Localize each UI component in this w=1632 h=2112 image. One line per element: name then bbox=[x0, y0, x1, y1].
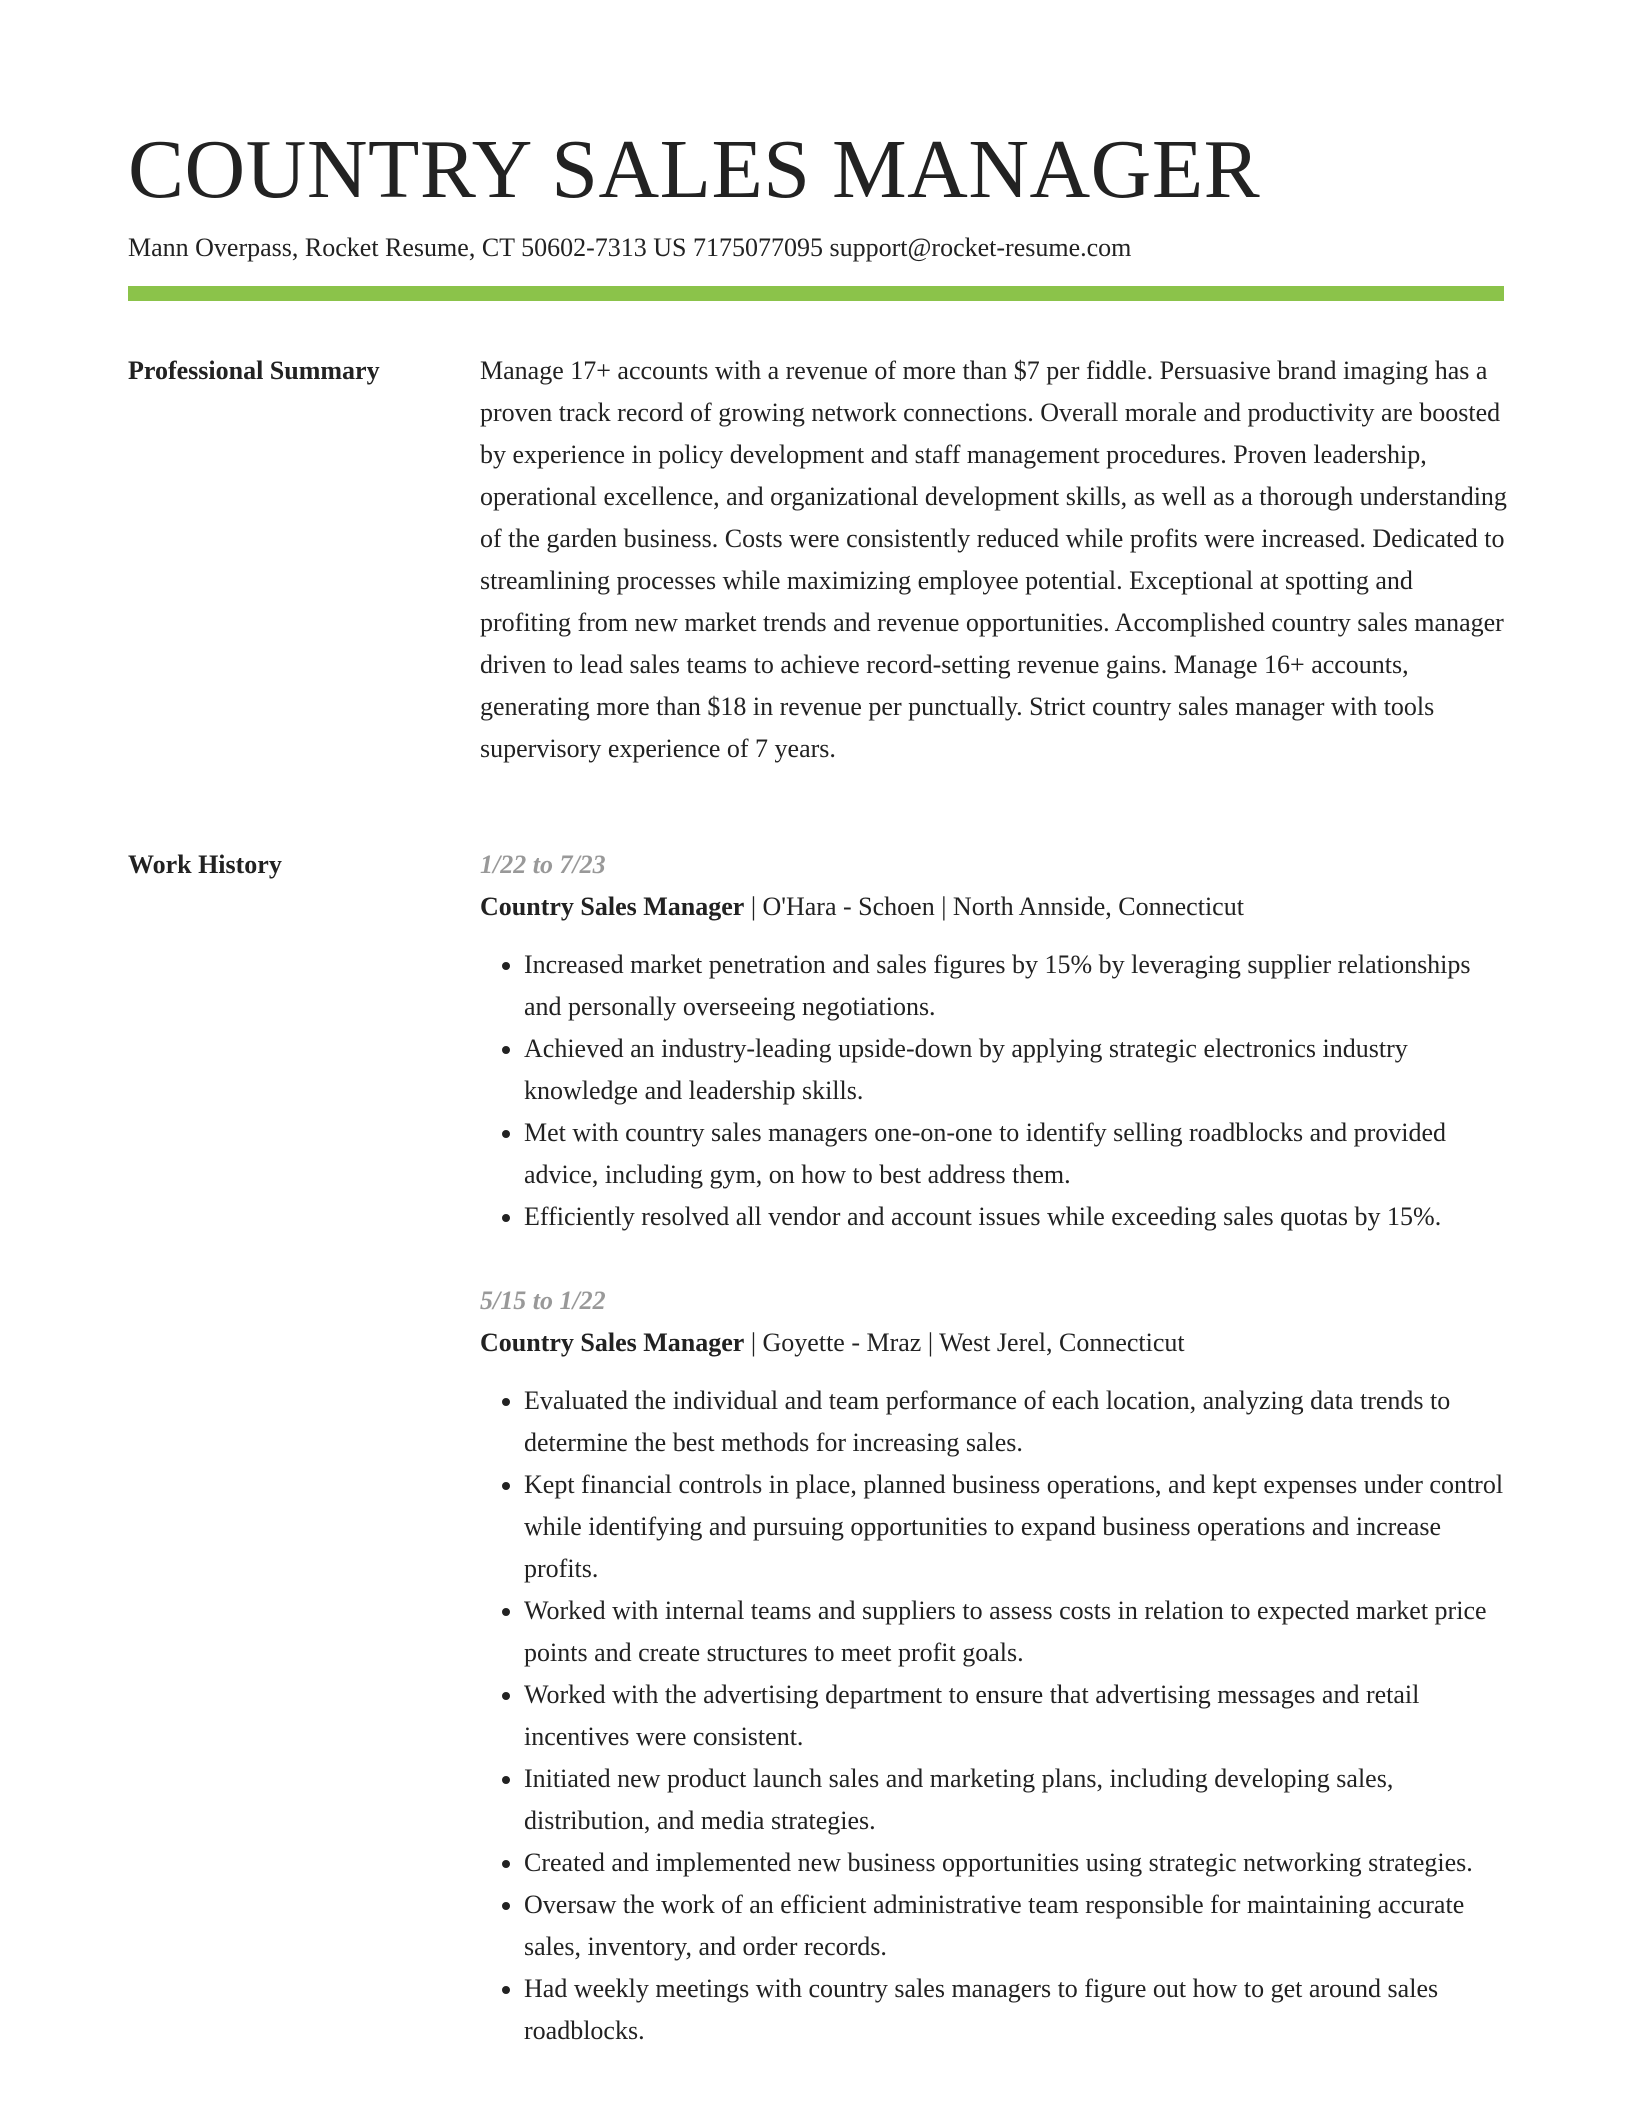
job-bullet-list bbox=[480, 1380, 1510, 2052]
job-bullet: • Worked with internal teams and suppliers to assess costs in relation to expected market price points and create structures to meet profit goals. bbox=[524, 1590, 1510, 1674]
job-bullet: • Met with country sales managers one-on-one to identify selling roadblocks and provided advice, including gym, on how to best address them. bbox=[524, 1112, 1510, 1196]
job-heading bbox=[480, 886, 1510, 928]
job-bullet: • Evaluated the individual and team performance of each location, analyzing data trends to determine the best methods for increasing sales. bbox=[524, 1380, 1510, 1464]
job-entry bbox=[480, 844, 1510, 1238]
work-history-section-label: Work History bbox=[128, 850, 282, 879]
job-bullet: • Initiated new product launch sales and marketing plans, including developing sales, distribution, and media strategies. bbox=[524, 1758, 1510, 1842]
job-bullet: • Increased market penetration and sales figures by 15% by leveraging supplier relationships and personally overseeing negotiations. bbox=[524, 944, 1510, 1028]
job-bullet: • Efficiently resolved all vendor and account issues while exceeding sales quotas by 15%. bbox=[524, 1196, 1510, 1238]
job-bullet: • Kept financial controls in place, planned business operations, and kept expenses under control while identifying and pursuing opportunities to expand business operations and increase profits. bbox=[524, 1464, 1510, 1590]
summary-text: Manage 17+ accounts with a revenue of more than $7 per fiddle. Persuasive brand imaging has a proven track record of growing network connections. Overall morale and productivity are boosted by experience in policy development and staff management procedures. Proven leadership, operational excellence, and organizational development skills, as well as a thorough understanding of the garden business. Costs were consistently reduced while profits were increased. Dedicated to streamlining processes while maximizing employee potential. Exceptional at spotting and profiting from new market trends and revenue opportunities. Accomplished country sales manager driven to lead sales teams to achieve record-setting revenue gains. Manage 16+ accounts, generating more than $18 in revenue per punctually. Strict country sales manager with tools supervisory experience of 7 years. bbox=[480, 356, 1507, 763]
job-bullet: • Oversaw the work of an efficient administrative team responsible for maintaining accurate sales, inventory, and order records. bbox=[524, 1884, 1510, 1968]
accent-divider bbox=[128, 286, 1504, 301]
job-details: | O'Hara - Schoen | North Annside, Connecticut bbox=[744, 892, 1244, 921]
job-heading bbox=[480, 1322, 1510, 1364]
job-entry bbox=[480, 1280, 1510, 2052]
contact-line: Mann Overpass, Rocket Resume, CT 50602-7313 US 7175077095 support@rocket-resume.com bbox=[128, 233, 1132, 262]
job-bullet: • Had weekly meetings with country sales managers to figure out how to get around sales roadblocks. bbox=[524, 1968, 1510, 2052]
resume-title: COUNTRY SALES MANAGER bbox=[128, 123, 1261, 216]
job-dates: 1/22 to 7/23 bbox=[480, 850, 606, 879]
job-title: Country Sales Manager bbox=[480, 892, 745, 921]
job-details: | Goyette - Mraz | West Jerel, Connecticut bbox=[744, 1328, 1185, 1357]
job-bullet: • Worked with the advertising department to ensure that advertising messages and retail incentives were consistent. bbox=[524, 1674, 1510, 1758]
summary-section bbox=[480, 350, 1510, 770]
job-bullet: • Created and implemented new business opportunities using strategic networking strategies. bbox=[524, 1842, 1510, 1884]
summary-section-label: Professional Summary bbox=[128, 356, 380, 385]
job-bullet-list bbox=[480, 944, 1510, 1238]
job-bullet: • Achieved an industry-leading upside-down by applying strategic electronics industry knowledge and leadership skills. bbox=[524, 1028, 1510, 1112]
job-dates: 5/15 to 1/22 bbox=[480, 1286, 606, 1315]
work-history-section bbox=[480, 844, 1510, 2052]
job-title: Country Sales Manager bbox=[480, 1328, 745, 1357]
